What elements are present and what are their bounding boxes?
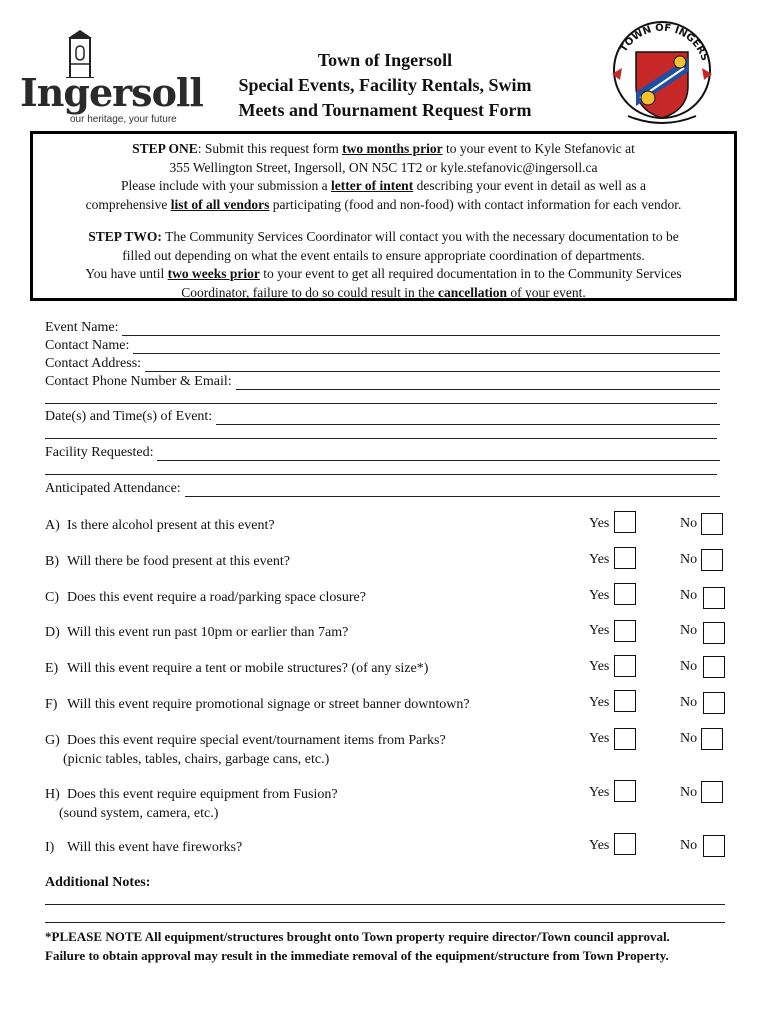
- two-months-prior: two months prior: [342, 141, 443, 156]
- two-weeks-prior: two weeks prior: [167, 266, 260, 281]
- no-label: No: [680, 731, 698, 746]
- yes-checkbox-e[interactable]: [614, 655, 636, 677]
- question-letter: A): [45, 518, 60, 533]
- no-checkbox-g[interactable]: [701, 728, 723, 750]
- crest-text: TOWN OF INGERS: [618, 22, 711, 63]
- yes-label: Yes: [589, 785, 610, 800]
- vendors-text-b: participating (food and non-food) with contact information for each vendor.: [269, 196, 682, 212]
- title-line-1: Town of Ingersoll: [317, 50, 453, 70]
- vendors-line: [33, 196, 734, 215]
- yes-label: Yes: [589, 623, 610, 638]
- no-label: No: [680, 552, 698, 567]
- question-d: [45, 623, 585, 642]
- crest-icon: [604, 18, 720, 130]
- until-text-b: to your event to get all required documentation in to the Community Services: [259, 266, 682, 281]
- yes-label: Yes: [589, 695, 610, 710]
- question-letter: G): [45, 733, 60, 748]
- event-name-label: Event Name:: [45, 320, 119, 335]
- no-checkbox-f[interactable]: [703, 692, 725, 714]
- step-one-label: STEP ONE: [132, 141, 198, 156]
- contact-phone-email-input[interactable]: [236, 376, 720, 390]
- include-text-a: Please include with your submission a: [120, 178, 331, 193]
- yes-checkbox-i[interactable]: [614, 833, 636, 855]
- question-text: Does this event require special event/tournament items from Parks?: [67, 733, 446, 748]
- question-text: Will this event run past 10pm or earlier than 7am?: [67, 625, 349, 640]
- until-line: [33, 265, 734, 284]
- additional-notes-label: Additional Notes:: [45, 875, 151, 890]
- no-label: No: [680, 623, 698, 638]
- question-letter: I): [45, 840, 55, 855]
- coord-text-b: of your event.: [506, 284, 586, 300]
- contact-phone-email-field[interactable]: [45, 372, 720, 390]
- notes-line[interactable]: [45, 904, 725, 905]
- question-letter: H): [45, 787, 60, 802]
- yes-label: Yes: [589, 552, 610, 567]
- no-checkbox-h[interactable]: [701, 781, 723, 803]
- yes-checkbox-a[interactable]: [614, 511, 636, 533]
- no-label: No: [680, 659, 698, 674]
- notes-line[interactable]: [45, 922, 725, 923]
- step-two-label: STEP TWO:: [88, 229, 162, 244]
- contact-phone-email-label: Contact Phone Number & Email:: [45, 374, 232, 389]
- contact-name-input[interactable]: [133, 340, 720, 354]
- yes-label: Yes: [589, 659, 610, 674]
- step-one-text-a: : Submit this request form: [197, 141, 343, 156]
- ingersoll-logo: [18, 30, 203, 125]
- question-letter: E): [45, 661, 59, 676]
- letter-of-intent: letter of intent: [330, 178, 414, 193]
- coord-text-a: Coordinator, failure to do so could result in the: [181, 284, 438, 300]
- no-checkbox-e[interactable]: [703, 656, 725, 678]
- question-f: [45, 695, 585, 714]
- contact-address-field[interactable]: [45, 354, 720, 372]
- attendance-input[interactable]: [185, 483, 720, 497]
- yes-checkbox-d[interactable]: [614, 620, 636, 642]
- question-subtext: (picnic tables, tables, chairs, garbage cans, etc.): [63, 752, 330, 767]
- step-two-line: [33, 228, 734, 247]
- page-title: [200, 48, 570, 123]
- step-one-text-b: to your event to Kyle Stefanovic at: [442, 141, 635, 156]
- question-text: Does this event require equipment from Fusion?: [67, 787, 338, 802]
- contact-name-field[interactable]: [45, 336, 720, 354]
- no-checkbox-a[interactable]: [701, 513, 723, 535]
- yes-label: Yes: [589, 588, 610, 603]
- no-checkbox-c[interactable]: [703, 587, 725, 609]
- yes-checkbox-f[interactable]: [614, 690, 636, 712]
- question-a: [45, 516, 585, 535]
- event-name-input[interactable]: [122, 322, 720, 336]
- vendors-text-a: comprehensive: [85, 196, 171, 212]
- include-text-b: describing your event in detail as well as a: [413, 178, 647, 193]
- question-text: Does this event require a road/parking space closure?: [67, 590, 366, 605]
- include-line: [33, 177, 734, 196]
- question-text: Will this event require promotional signage or street banner downtown?: [67, 697, 470, 712]
- step-two-line-2: filled out depending on what the event entails to ensure appropriate coordination of departments.: [122, 247, 645, 263]
- yes-checkbox-c[interactable]: [614, 583, 636, 605]
- until-text-a: You have until: [85, 266, 168, 281]
- cancellation: cancellation: [437, 284, 507, 300]
- note-line-1: *PLEASE NOTE All equipment/structures brought onto Town property require director/Town council approval.: [45, 929, 670, 944]
- yes-label: Yes: [589, 731, 610, 746]
- blank-line[interactable]: [45, 438, 717, 439]
- approval-note: [45, 927, 735, 965]
- yes-checkbox-b[interactable]: [614, 547, 636, 569]
- question-text: Is there alcohol present at this event?: [67, 518, 275, 533]
- no-checkbox-d[interactable]: [703, 622, 725, 644]
- town-crest: [604, 18, 720, 130]
- blank-line[interactable]: [45, 403, 717, 404]
- dates-times-input[interactable]: [216, 411, 720, 425]
- contact-address-label: Contact Address:: [45, 356, 142, 371]
- no-label: No: [680, 838, 698, 853]
- attendance-field[interactable]: [45, 479, 720, 497]
- instructions-box: [30, 131, 737, 301]
- question-letter: B): [45, 554, 59, 569]
- title-line-3: Meets and Tournament Request Form: [238, 100, 532, 120]
- contact-address-input[interactable]: [145, 358, 720, 372]
- list-of-vendors: list of all vendors: [170, 196, 270, 212]
- no-checkbox-b[interactable]: [701, 549, 723, 571]
- question-letter: D): [45, 625, 60, 640]
- yes-label: Yes: [589, 516, 610, 531]
- question-c: [45, 588, 585, 607]
- facility-input[interactable]: [157, 447, 720, 461]
- facility-label: Facility Requested:: [45, 445, 154, 460]
- title-line-2: Special Events, Facility Rentals, Swim: [238, 75, 532, 95]
- address-line: 355 Wellington Street, Ingersoll, ON N5C 1T2 or kyle.stefanovic@ingersoll.ca: [169, 159, 598, 175]
- yes-checkbox-h[interactable]: [614, 780, 636, 802]
- blank-line[interactable]: [45, 474, 717, 475]
- question-text: Will this event require a tent or mobile structures? (of any size*): [67, 661, 429, 676]
- logo-tagline: our heritage, your future: [70, 114, 177, 125]
- question-subtext: (sound system, camera, etc.): [59, 806, 219, 821]
- dates-times-field[interactable]: [45, 407, 720, 425]
- no-label: No: [680, 588, 698, 603]
- step-one-line: [33, 140, 734, 159]
- no-label: No: [680, 695, 698, 710]
- no-label: No: [680, 785, 698, 800]
- dates-times-label: Date(s) and Time(s) of Event:: [45, 409, 213, 424]
- yes-label: Yes: [589, 838, 610, 853]
- no-checkbox-i[interactable]: [703, 835, 725, 857]
- question-text: Will this event have fireworks?: [67, 840, 243, 855]
- facility-field[interactable]: [45, 443, 720, 461]
- question-h: [45, 785, 585, 823]
- no-label: No: [680, 516, 698, 531]
- event-name-field[interactable]: [45, 318, 720, 336]
- question-b: [45, 552, 585, 571]
- question-letter: C): [45, 590, 59, 605]
- note-line-2: Failure to obtain approval may result in the immediate removal of the equipment/structure from Town Property.: [45, 948, 669, 963]
- contact-name-label: Contact Name:: [45, 338, 130, 353]
- question-text: Will there be food present at this event?: [67, 554, 290, 569]
- yes-checkbox-g[interactable]: [614, 728, 636, 750]
- question-i: [45, 838, 585, 857]
- coordinator-line: [33, 284, 734, 303]
- attendance-label: Anticipated Attendance:: [45, 481, 181, 496]
- question-g: [45, 731, 585, 769]
- step-two-text-a: The Community Services Coordinator will contact you with the necessary documentation to be: [161, 229, 679, 244]
- question-letter: F): [45, 697, 58, 712]
- question-e: [45, 659, 585, 678]
- logo-wordmark: Ingersoll: [20, 70, 203, 115]
